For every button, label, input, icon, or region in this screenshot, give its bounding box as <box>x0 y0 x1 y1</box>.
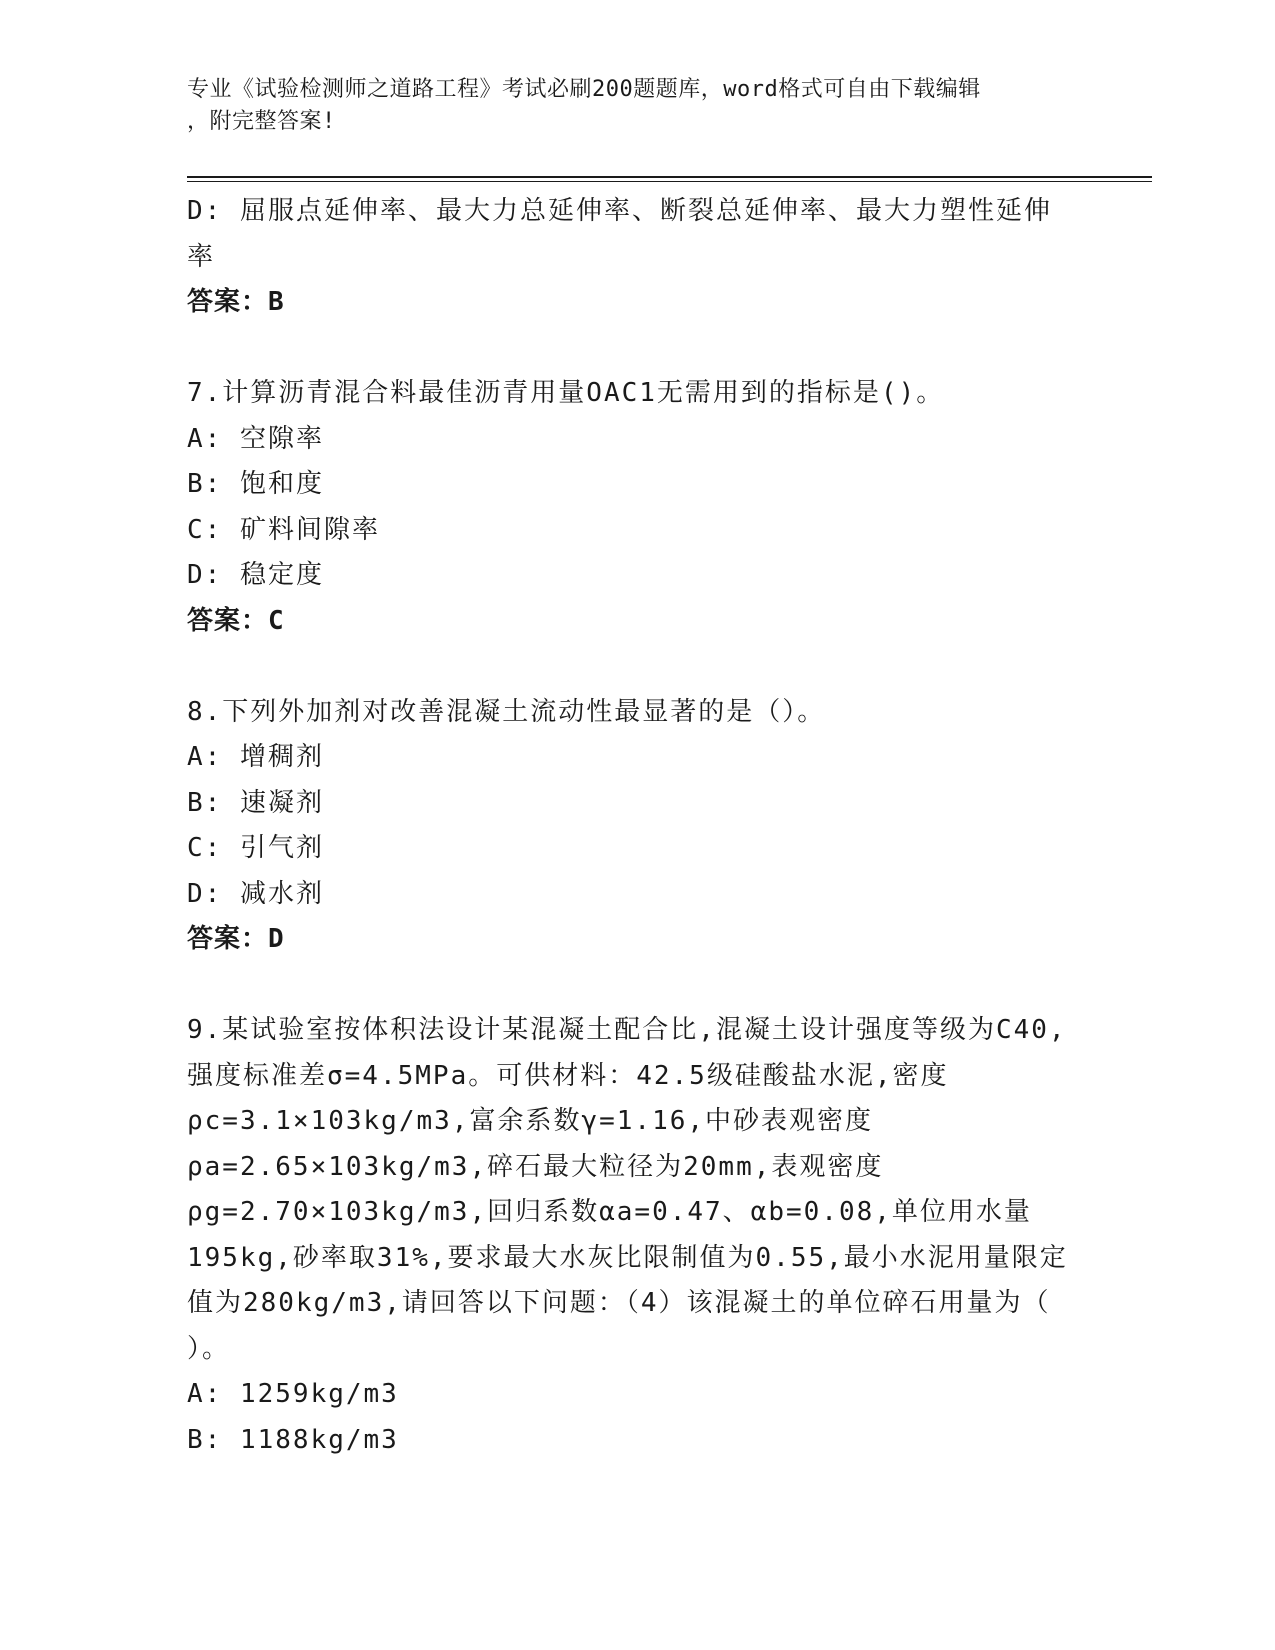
option-d: D: 稳定度 <box>187 560 324 590</box>
question-stem-line: 强度标准差σ=4.5MPa。可供材料：42.5级硅酸盐水泥,密度 <box>187 1060 949 1091</box>
header-title-line: 专业《试验检测师之道路工程》考试必刷200题题库，word格式可自由下载编辑 <box>187 77 981 102</box>
answer-line: 答案：D <box>187 924 285 954</box>
answer-line: 答案：C <box>187 605 285 636</box>
option-d: D: 屈服点延伸率、最大力总延伸率、断裂总延伸率、最大力塑性延伸 <box>187 196 1052 226</box>
option-a: A: 1259kg/m3 <box>187 1379 399 1409</box>
question-stem-line: ρc=3.1×103kg/m3,富余系数γ=1.16,中砂表观密度 <box>187 1106 874 1136</box>
spacer <box>187 963 1087 1009</box>
question-stem-line: 值为280kg/m3,请回答以下问题：（4）该混凝土的单位碎石用量为（ <box>187 1288 1051 1318</box>
option-a: A: 增稠剂 <box>187 742 324 772</box>
question-stem-line: 195kg,砂率取31%,要求最大水灰比限制值为0.55,最小水泥用量限定 <box>187 1242 1068 1273</box>
option-a: A: 空隙率 <box>187 423 324 454</box>
option-d-continuation: 率 <box>187 241 216 272</box>
previous-question-tail <box>187 189 1087 326</box>
spacer <box>187 644 1087 690</box>
question-stem: 8.下列外加剂对改善混凝土流动性最显著的是（）。 <box>187 696 826 727</box>
question-stem-line: ）。 <box>187 1333 231 1364</box>
option-d: D: 减水剂 <box>187 878 324 909</box>
document-header <box>187 74 1087 138</box>
question-stem-line: 9.某试验室按体积法设计某混凝土配合比,混凝土设计强度等级为C40, <box>187 1015 1067 1045</box>
answer-line: 答案：B <box>187 287 285 317</box>
option-b: B: 速凝剂 <box>187 787 324 818</box>
question-9 <box>187 1008 1087 1463</box>
header-divider-thin <box>187 181 1152 182</box>
question-stem-line: ρa=2.65×103kg/m3,碎石最大粒径为20mm,表观密度 <box>187 1151 884 1182</box>
option-c: C: 矿料间隙率 <box>187 514 380 545</box>
header-divider-thick <box>187 176 1152 178</box>
question-content <box>187 189 1087 1463</box>
option-c: C: 引气剂 <box>187 833 324 863</box>
question-7 <box>187 371 1087 644</box>
option-b: B: 1188kg/m3 <box>187 1424 399 1455</box>
spacer <box>187 326 1087 372</box>
header-title-continuation: ，附完整答案! <box>187 109 336 134</box>
option-b: B: 饱和度 <box>187 469 324 499</box>
question-8 <box>187 690 1087 963</box>
question-stem: 7.计算沥青混合料最佳沥青用量OAC1无需用到的指标是()。 <box>187 378 945 408</box>
question-stem-line: ρg=2.70×103kg/m3,回归系数αa=0.47、αb=0.08,单位用水量 <box>187 1197 1032 1227</box>
